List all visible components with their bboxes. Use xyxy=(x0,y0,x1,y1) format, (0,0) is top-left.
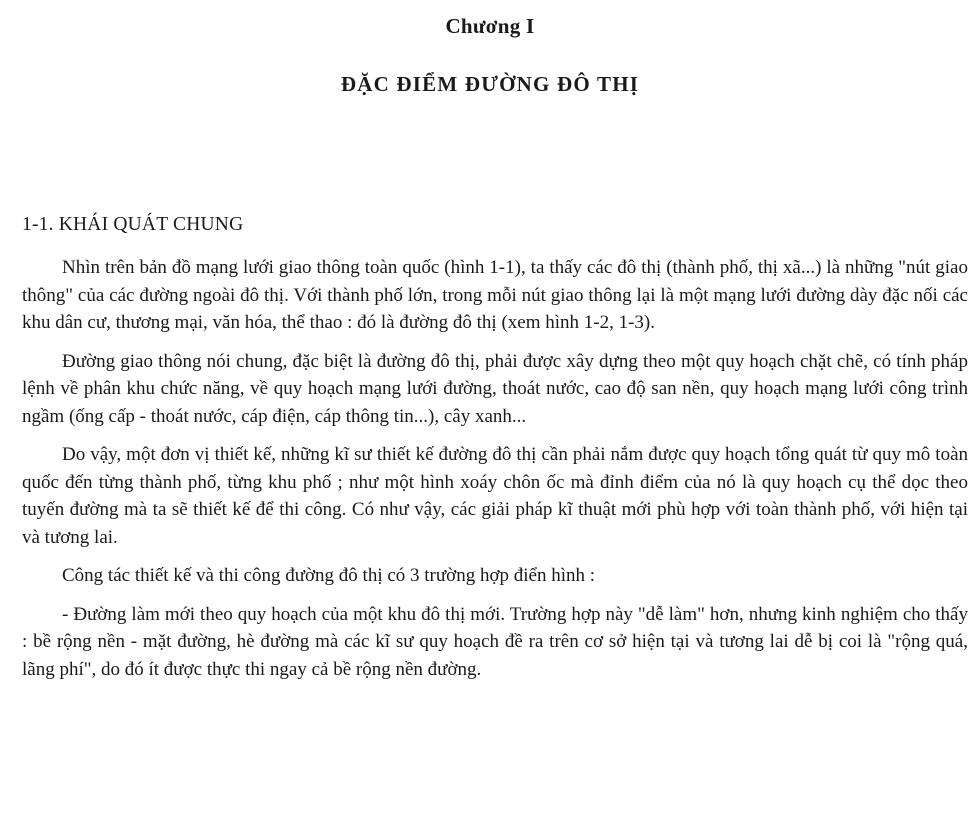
chapter-title: ĐẶC ĐIỂM ĐƯỜNG ĐÔ THỊ xyxy=(340,72,640,96)
chapter-label: Chương I xyxy=(445,14,535,38)
section-heading: 1-1. KHÁI QUÁT CHUNG xyxy=(22,214,244,235)
paragraph-3: Do vậy, một đơn vị thiết kế, những kĩ sư thiết kế đường đô thị cần phải nắm được quy hoạch tổng quát từ quy mô toàn quốc đến từng thành phố, từng khu phố ; như một hình xoáy chôn ốc mà đỉnh điểm của nó là quy hoạch cụ thể dọc theo tuyến đường mà ta sẽ thiết kế để thi công. Có như vậy, các giải pháp kĩ thuật mới phù hợp với toàn thành phố, với hiện tại và tương lai. xyxy=(22,444,968,548)
paragraph-1: Nhìn trên bản đồ mạng lưới giao thông toàn quốc (hình 1-1), ta thấy các đô thị (thành phố, thị xã...) là những "nút giao thông" của các đường ngoài đô thị. Với thành phố lớn, trong mỗi nút giao thông lại là một mạng lưới đường dày đặc nối các khu dân cư, thương mại, văn hóa, thể thao : đó là đường đô thị (xem hình 1-2, 1-3). xyxy=(22,257,968,333)
paragraph-5: - Đường làm mới theo quy hoạch của một khu đô thị mới. Trường hợp này "dễ làm" hơn, nhưng kinh nghiệm cho thấy : bề rộng nền - mặt đường, hè đường mà các kĩ sư quy hoạch đề ra trên cơ sở hiện tại và tương lai dễ bị coi là "rộng quá, lãng phí", do đó ít được thực thi ngay cả bề rộng nền đường. xyxy=(22,603,968,680)
paragraph-2: Đường giao thông nói chung, đặc biệt là đường đô thị, phải được xây dựng theo một quy hoạch chặt chẽ, có tính pháp lệnh về phân khu chức năng, về quy hoạch mạng lưới đường, thoát nước, cao độ san nền, quy hoạch mạng lưới công trình ngầm (ống cấp - thoát nước, cáp điện, cáp thông tin...), cây xanh... xyxy=(22,350,968,427)
paragraph-4: Công tác thiết kế và thi công đường đô thị có 3 trường hợp điển hình : xyxy=(62,565,596,586)
body-text xyxy=(22,254,968,694)
